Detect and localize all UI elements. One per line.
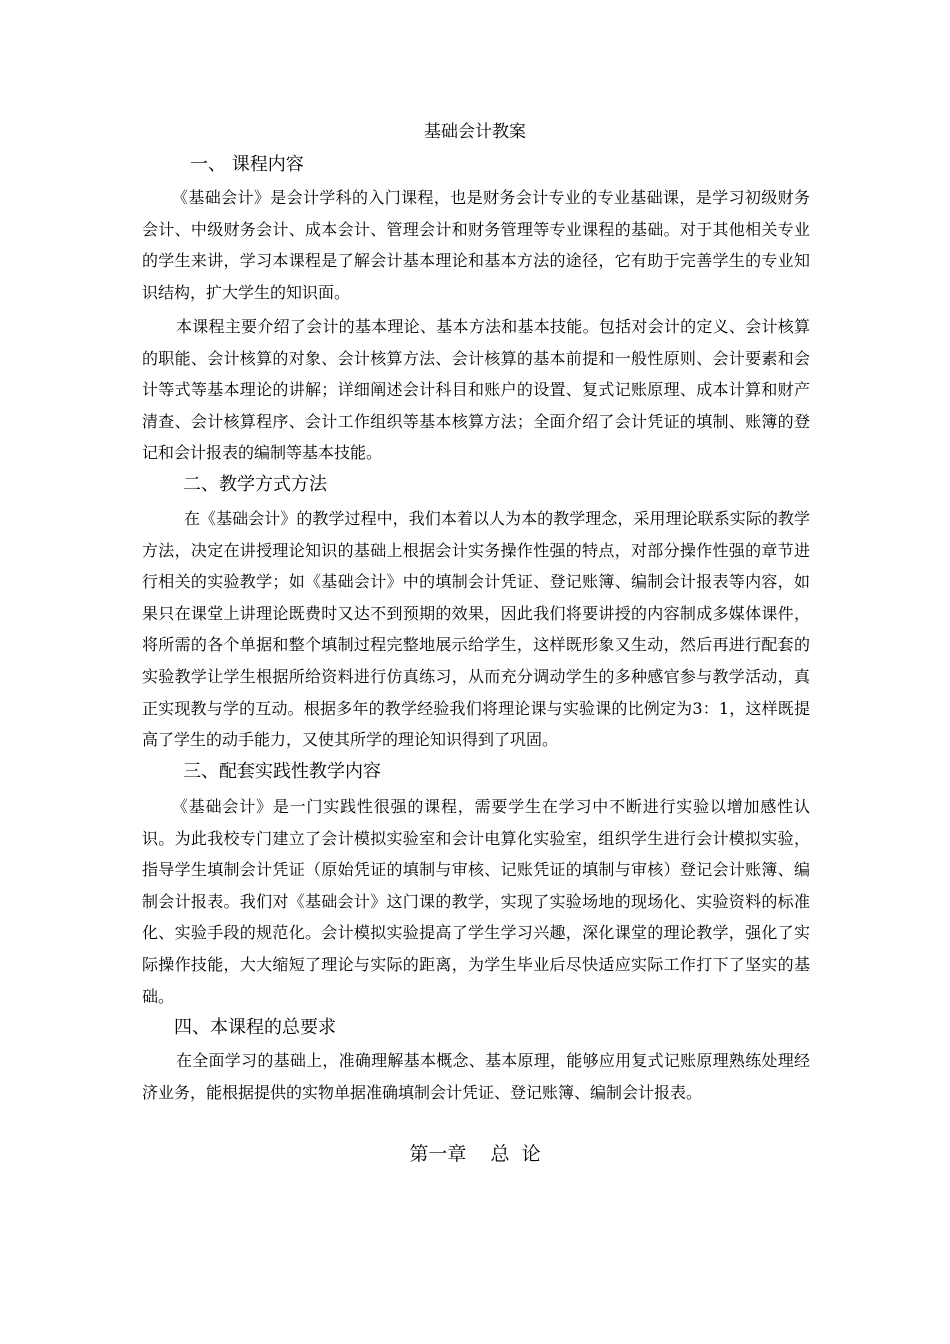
paragraph: 在全面学习的基础上，准确理解基本概念、基本原理，能够应用复式记账原理熟练处理经济业务，能根据提供的实物单据准确填制会计凭证、登记账簿、编制会计报表。 <box>142 1051 810 1102</box>
section-heading-course-content: 一、 课程内容 <box>190 154 304 175</box>
document-title: 基础会计教案 <box>424 122 526 142</box>
section-heading-practical-content: 三、配套实践性教学内容 <box>183 761 381 782</box>
paragraph: 在《基础会计》的教学过程中，我们本着以人为本的教学理念，采用理论联系实际的教学方法，决定在讲授理论知识的基础上根据会计实务操作性强的特点，对部分操作性强的章节进行相关的实验教学；如《基础会计》中的填制会计凭证、登记账簿、编制会计报表等内容，如果只在课堂上讲理论既费时又达不到预期的效果，因此我们将要讲授的内容制成多媒体课件，将所需的各个单据和整个填制过程完整地展示给学生，这样既形象又生动，然后再进行配套的实验教学让学生根据所给资料进行仿真练习，从而充分调动学生的多种感官参与教学活动，真正实现教与学的互动。根据多年的教学经验我们将理论课与实验课的比例定为3：1，这样既提高了学生的动手能力，又使其所学的理论知识得到了巩固。 <box>142 509 810 750</box>
section-heading-overall-requirements: 四、本课程的总要求 <box>174 1017 336 1038</box>
section-heading-teaching-methods: 二、教学方式方法 <box>183 474 327 495</box>
paragraph: 本课程主要介绍了会计的基本理论、基本方法和基本技能。包括对会计的定义、会计核算的职能、会计核算的对象、会计核算方法、会计核算的基本前提和一般性原则、会计要素和会计等式等基本理论的讲解；详细阐述会计科目和账户的设置、复式记账原理、成本计算和财产清查、会计核算程序、会计工作组织等基本核算方法；全面介绍了会计凭证的填制、账簿的登记和会计报表的编制等基本技能。 <box>142 317 810 463</box>
paragraph: 《基础会计》是会计学科的入门课程，也是财务会计专业的专业基础课，是学习初级财务会计、中级财务会计、成本会计、管理会计和财务管理等专业课程的基础。对于其他相关专业的学生来讲，学习本课程是了解会计基本理论和基本方法的途径，它有助于完善学生的专业知识结构，扩大学生的知识面。 <box>142 188 810 302</box>
paragraph: 《基础会计》是一门实践性很强的课程，需要学生在学习中不断进行实验以增加感性认识。为此我校专门建立了会计模拟实验室和会计电算化实验室，组织学生进行会计模拟实验，指导学生填制会计凭证（原始凭证的填制与审核、记账凭证的填制与审核）登记会计账簿、编制会计报表。我们对《基础会计》这门课的教学，实现了实验场地的现场化、实验资料的标准化、实验手段的规范化。会计模拟实验提高了学生学习兴趣，深化课堂的理论教学，强化了实际操作技能，大大缩短了理论与实际的距离，为学生毕业后尽快适应实际工作打下了坚实的基础。 <box>142 797 810 1006</box>
chapter-title: 第一章 总 论 <box>409 1143 541 1165</box>
